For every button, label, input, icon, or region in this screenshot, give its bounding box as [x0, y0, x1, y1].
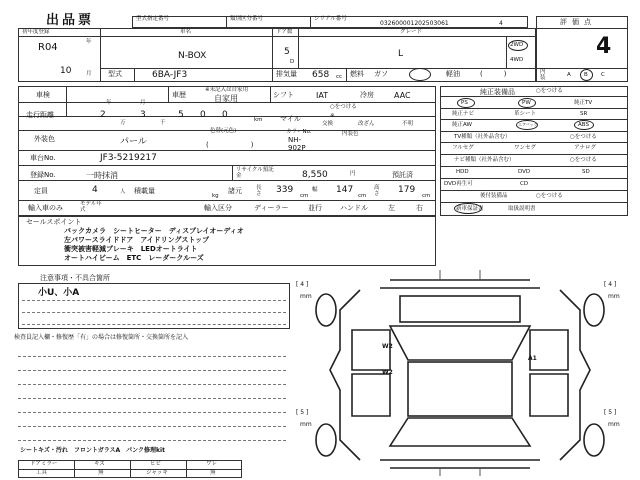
- class-label: 類別区分番号: [230, 16, 264, 22]
- width-label: 幅: [312, 187, 318, 193]
- sales-line-2: 左パワースライドドア アイドリングストップ: [64, 236, 210, 244]
- bt-h3: ヒビ: [150, 461, 162, 467]
- ac-value: AAC: [394, 91, 411, 100]
- doors-label: ドア数: [276, 29, 293, 35]
- sen-unit: 千: [160, 120, 166, 126]
- color-no-label: カラーNo.: [286, 129, 312, 135]
- model-label: 型式: [108, 70, 122, 78]
- reg-month: 10: [60, 66, 72, 76]
- rear-label: 後付装備品: [480, 193, 508, 199]
- reg-year-unit: 年: [86, 39, 92, 45]
- meter-label: マイル: [280, 115, 301, 123]
- recycle-paid: 預託済: [392, 171, 413, 179]
- import-class-label: 輸入区分: [204, 204, 232, 212]
- handle-right: 右: [416, 204, 423, 212]
- meter-note: ○をつける: [330, 104, 357, 110]
- bt-v3: ジャッキ: [146, 470, 168, 476]
- equip-pw: PW: [522, 100, 531, 106]
- navi-sd: SD: [582, 169, 590, 175]
- height-label: 高さ: [374, 185, 380, 197]
- interior-grade-a: A: [567, 72, 571, 78]
- navi-dvd: DVD: [518, 169, 531, 175]
- capacity-unit: 人: [120, 189, 126, 195]
- sales-label: セールスポイント: [26, 218, 82, 226]
- tire-fl-unit: mm: [300, 293, 312, 300]
- equip-airbag: エアバッグ: [518, 122, 538, 127]
- recycle-value: 8,550: [302, 170, 328, 180]
- displacement-unit: cc: [336, 74, 343, 80]
- mileage-label: 走行距離: [26, 111, 54, 119]
- tire-rr-value: [ 5 ]: [604, 409, 617, 416]
- tire-rr-unit: mm: [608, 421, 620, 428]
- load-label: 積載量: [134, 187, 155, 195]
- sales-line-1: バックカメラ シートヒーター ディスプレイオーディオ: [64, 227, 244, 235]
- color-change-label: 色替(元色): [210, 128, 237, 134]
- dims-label: 諸元: [228, 187, 242, 195]
- inspector-label: 検査員記入欄・修復歴「有」の場合は修復箇所・交換箇所を記入: [14, 334, 189, 341]
- recycle-unit: 円: [350, 171, 356, 177]
- first-reg-label: 初年度登録: [22, 29, 50, 35]
- navi-note: ○をつける: [570, 157, 597, 163]
- length-label: 長さ: [256, 185, 262, 197]
- rear-warranty: 新車保証書: [456, 206, 484, 212]
- width-value: 147: [336, 185, 354, 195]
- handle-parallel: 並行: [308, 204, 322, 212]
- bottom-note: シートキズ・汚れ フロントガラスA パンク修理kit: [20, 447, 165, 454]
- notes-text: 小U、小A: [38, 288, 80, 298]
- serial-label: シリアル番号: [314, 16, 347, 22]
- drive-4wd: 4WD: [510, 57, 524, 63]
- shift-value: IAT: [316, 91, 329, 100]
- car-name-label: 車名: [180, 29, 192, 35]
- page-title: 出品票: [46, 13, 95, 28]
- exterior-color-label: 外装色: [34, 135, 55, 143]
- sales-line-3: 衝突被害軽減ブレーキ LEDオートライト: [64, 245, 198, 253]
- car-name: N-BOX: [178, 51, 207, 61]
- rear-note: ○をつける: [536, 193, 563, 199]
- kei-label: 軽油: [446, 70, 460, 78]
- tire-rl-value: [ 5 ]: [296, 409, 309, 416]
- color-no: NH-902P: [288, 136, 306, 153]
- ac-label: 冷房: [360, 91, 374, 99]
- interior-grade-b: B: [584, 72, 588, 78]
- doors-value: 5: [284, 47, 290, 57]
- navi-dvd-play: DVD再生可: [444, 181, 473, 187]
- type-cert-label: 型式指定番号: [136, 16, 170, 22]
- tire-fl-value: [ 4 ]: [296, 281, 309, 288]
- capacity-label: 定員: [34, 187, 48, 195]
- equip-ps: PS: [461, 100, 468, 106]
- shaken-label: 車検: [36, 91, 50, 99]
- serial-value: 032600001202503061: [380, 20, 449, 27]
- score-label: 評価点: [560, 18, 596, 26]
- tire-fr-value: [ 4 ]: [604, 281, 617, 288]
- mark-a1: A1: [528, 355, 537, 362]
- mileage-digit-5: 0: [222, 110, 228, 120]
- shift-label: シフト: [273, 91, 294, 99]
- grade-value: L: [398, 49, 404, 59]
- load-unit: kg: [212, 193, 219, 199]
- mark-w2-front: W2: [382, 343, 393, 350]
- score-value: 4: [596, 34, 612, 59]
- length-unit: cm: [300, 193, 309, 199]
- height-unit: cm: [422, 193, 431, 199]
- reg-month-unit: 月: [86, 71, 92, 77]
- meter-opt-2: 交換: [322, 121, 334, 127]
- usage-value: 自家用: [214, 94, 238, 103]
- shaken-month-unit: 月: [140, 100, 146, 106]
- bt-h1: ドアミラー: [30, 461, 58, 467]
- rear-manual: 取扱説明書: [508, 206, 536, 212]
- kei-bracket: ( ): [480, 70, 507, 78]
- interior-color-label: 内装色: [342, 131, 359, 137]
- interior-grade-c: C: [601, 72, 605, 78]
- length-value: 339: [276, 185, 294, 195]
- equip-leather: 革シート: [514, 111, 537, 117]
- color-change-bracket: ( ): [206, 141, 254, 149]
- sales-line-4: オートハイビーム ETC レーダークルーズ: [64, 254, 204, 262]
- shaken-year-unit: 年: [106, 100, 112, 106]
- mileage-digit-2: 3: [140, 110, 146, 120]
- drive-2wd: 2WD: [510, 42, 524, 48]
- equip-navi: 純正ナビ: [452, 111, 475, 117]
- capacity-value: 4: [92, 185, 98, 195]
- width-unit: cm: [358, 193, 367, 199]
- handle-label: ハンドル: [340, 204, 368, 212]
- displacement-value: 658: [312, 70, 330, 80]
- man-unit: 万: [120, 120, 126, 126]
- height-value: 179: [398, 185, 416, 195]
- fuel-option: ガソ: [374, 70, 388, 78]
- chassis-label: 車台No.: [30, 154, 56, 162]
- navi-hdd: HDD: [456, 169, 469, 175]
- displacement-label: 排気量: [276, 70, 297, 78]
- mileage-unit: km: [254, 117, 263, 123]
- mileage-digit-1: 2: [100, 110, 106, 120]
- equip-abs: ABS: [578, 122, 589, 128]
- reg-value: 一時抹消: [86, 171, 118, 180]
- model-value: 6BA-JF3: [152, 70, 188, 80]
- bt-h4: ワレ: [206, 461, 218, 467]
- grade-label: グレード: [400, 29, 423, 35]
- tv-analog: アナログ: [574, 145, 597, 151]
- meter-opt-4: 不明: [402, 121, 414, 127]
- bt-v2: 無: [98, 470, 104, 476]
- reg-era: R04: [38, 42, 58, 53]
- recycle-label: リサイクル預託金: [236, 167, 274, 179]
- usage-note: ※未記入は自家用: [205, 87, 249, 93]
- equipment-title: 純正装備品: [480, 88, 515, 96]
- fuel-label: 燃料: [350, 70, 364, 78]
- tv-label: TV種類（社外品含む）: [454, 134, 511, 140]
- car-diagram: [290, 270, 630, 476]
- import-class: ディーラー: [254, 204, 289, 212]
- mileage-digit-4: 0: [200, 110, 206, 120]
- tv-one: ワンセグ: [514, 145, 537, 151]
- tv-note: ○をつける: [570, 134, 597, 140]
- meter-opt-1: ※: [330, 113, 335, 119]
- exterior-color: パール: [120, 137, 147, 147]
- navi-label: ナビ種類（社外品含む）: [454, 157, 515, 163]
- mileage-digit-3: 5: [178, 110, 184, 120]
- mark-w2-rear: W2: [382, 369, 393, 376]
- reg-label: 登録No.: [30, 171, 56, 179]
- tv-full: フルセグ: [452, 145, 474, 151]
- equip-aw: 純正AW: [452, 122, 472, 128]
- bt-v1: 工具: [36, 470, 48, 476]
- handle-left: 左: [388, 204, 395, 212]
- equipment-note: ○をつける: [536, 88, 563, 94]
- meter-opt-3: 改ざん: [358, 121, 375, 127]
- bt-v4: 無: [210, 470, 216, 476]
- doors-unit: D: [290, 59, 295, 65]
- usage-label: 車歴: [172, 91, 186, 99]
- chassis-value: JF3-5219217: [100, 153, 157, 163]
- tire-fr-unit: mm: [608, 293, 620, 300]
- interior-label: 内装: [540, 69, 546, 81]
- navi-cd: CD: [520, 181, 529, 187]
- serial-suffix: 4: [499, 20, 503, 27]
- tire-rl-unit: mm: [300, 421, 312, 428]
- equip-tv: 純正TV: [574, 100, 593, 106]
- notes-label: 注意事項・不具合箇所: [40, 274, 110, 282]
- import-label: 輸入車のみ: [28, 204, 63, 212]
- fuel-circle: [409, 68, 431, 81]
- equip-sr: SR: [580, 111, 588, 117]
- bt-h2: キズ: [94, 461, 105, 467]
- model-year-label: モデル年式: [80, 201, 102, 213]
